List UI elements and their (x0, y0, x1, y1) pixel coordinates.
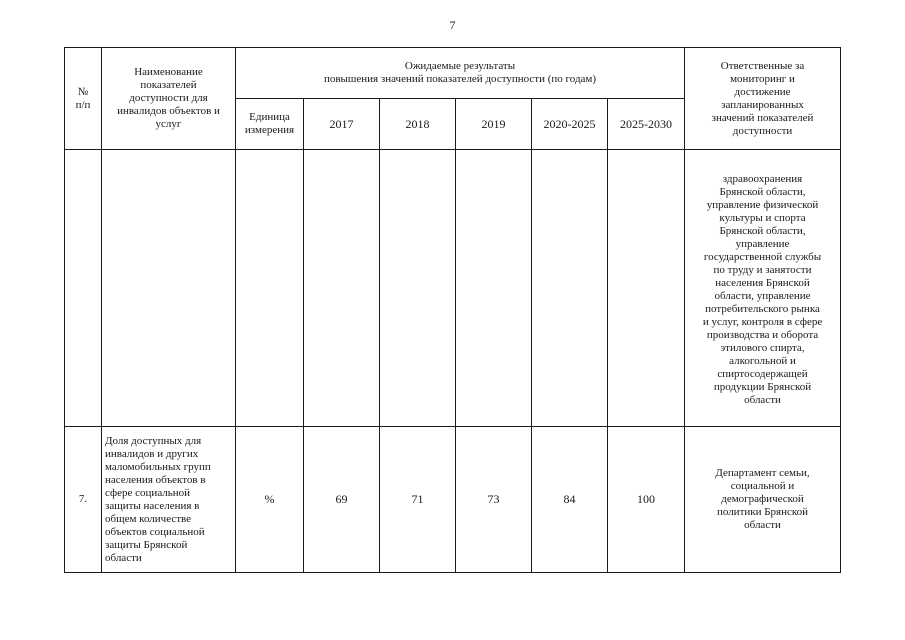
cell-empty (380, 150, 456, 427)
responsible-line: этилового спирта, (720, 342, 805, 354)
header-unit (236, 99, 304, 150)
indicator-name-line: сфере социальной (105, 486, 191, 499)
header-responsible-line: доступности (732, 124, 793, 137)
header-number-line: п/п (75, 98, 91, 111)
header-name-line: инвалидов объектов и (117, 105, 220, 117)
indicators-table (64, 47, 841, 573)
indicator-name-line: инвалидов и других (105, 447, 199, 460)
responsible-line: и услуг, контроля в сфере (702, 316, 823, 328)
responsible-line: Департамент семьи, (715, 467, 810, 479)
row-number: 7. (65, 427, 102, 573)
cell-empty (532, 150, 608, 427)
row-unit: % (236, 427, 304, 573)
indicator-name-line: защиты населения в (105, 499, 200, 512)
row-value-2020-2025: 84 (532, 427, 608, 573)
header-year: 2018 (380, 99, 456, 150)
header-year: 2019 (456, 99, 532, 150)
cell-empty (65, 150, 102, 427)
responsible-line: политики Брянской (716, 506, 809, 518)
responsible-line: по труду и занятости (713, 264, 812, 276)
row-indicator-name (102, 427, 236, 573)
continuation-responsible (685, 150, 841, 427)
indicator-name-line: маломобильных групп (105, 460, 211, 473)
responsible-line: потребительского рынка (705, 303, 820, 315)
indicator-name-line: объектов социальной (105, 525, 205, 538)
indicator-name-line: общем количестве (105, 512, 192, 525)
responsible-line: здравоохранения (722, 173, 803, 185)
responsible-line: производства и оборота (706, 329, 819, 341)
responsible-line: продукции Брянской (713, 381, 812, 393)
indicator-name-line: области (105, 551, 142, 564)
responsible-line: управление (735, 238, 790, 250)
header-name-line: услуг (155, 118, 182, 130)
page-number: 7 (449, 18, 456, 32)
indicator-name-line: населения объектов в (105, 473, 206, 486)
cell-empty (304, 150, 380, 427)
table-row (65, 427, 841, 573)
responsible-line: области (744, 394, 781, 406)
row-responsible (685, 427, 841, 573)
cell-empty (456, 150, 532, 427)
cell-empty (102, 150, 236, 427)
header-expected-line: повышения значений показателей доступности (по годам) (323, 73, 597, 85)
header-responsible-line: значений показателей (711, 111, 814, 124)
responsible-line: государственной службы (703, 251, 822, 263)
header-responsible-line: достижение (734, 85, 791, 98)
responsible-line: демографической (721, 493, 804, 505)
responsible-line: Брянской области, (719, 186, 806, 198)
header-responsible-line: Ответственные за (720, 59, 805, 72)
header-indicator-name (102, 48, 236, 150)
continuation-row (65, 150, 841, 427)
header-year: 2020-2025 (532, 99, 608, 150)
header-responsible-line: запланированных (721, 98, 804, 111)
responsible-line: алкогольной и (729, 355, 796, 367)
responsible-line: культуры и спорта (719, 212, 806, 224)
responsible-line: населения Брянской (715, 277, 810, 289)
header-name-line: Наименование (134, 66, 203, 78)
header-expected-results (236, 48, 685, 99)
row-value-2017: 69 (304, 427, 380, 573)
header-number-line: № (77, 85, 89, 98)
indicator-name-line: Доля доступных для (105, 434, 202, 447)
header-responsible-line: мониторинг и (730, 72, 795, 85)
header-year: 2017 (304, 99, 380, 150)
header-unit-line: измерения (244, 124, 295, 136)
responsible-line: социальной и (730, 480, 795, 492)
cell-empty (236, 150, 304, 427)
row-value-2025-2030: 100 (608, 427, 685, 573)
responsible-line: Брянской области, (719, 225, 806, 237)
header-number (65, 48, 102, 150)
row-value-2018: 71 (380, 427, 456, 573)
header-expected-line: Ожидаемые результаты (404, 60, 516, 72)
responsible-line: спиртосодержащей (717, 368, 808, 380)
header-year: 2025-2030 (608, 99, 685, 150)
responsible-line: управление физической (706, 199, 819, 211)
responsible-line: области, управление (714, 290, 811, 302)
cell-empty (608, 150, 685, 427)
row-value-2019: 73 (456, 427, 532, 573)
header-name-line: показателей (140, 79, 197, 91)
header-unit-line: Единица (249, 111, 290, 123)
responsible-line: области (744, 519, 781, 531)
header-row-1 (65, 48, 841, 99)
indicator-name-line: защиты Брянской (105, 538, 188, 551)
header-name-line: доступности для (129, 92, 208, 104)
header-responsible (685, 48, 841, 150)
